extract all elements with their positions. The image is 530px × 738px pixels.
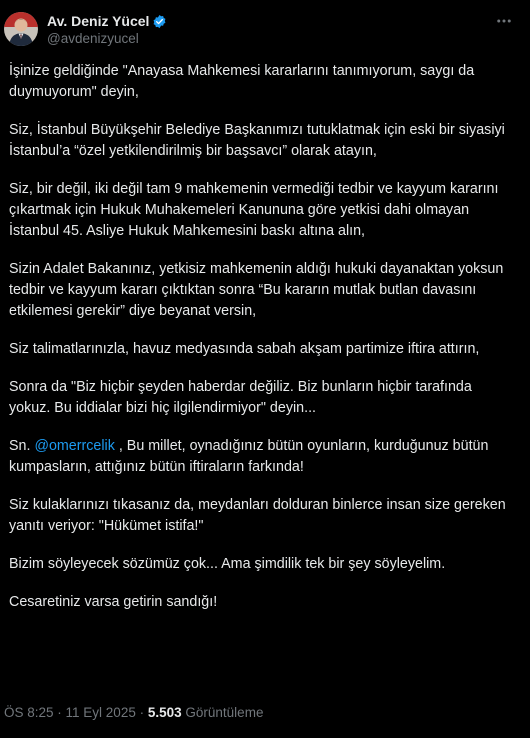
author-name-row bbox=[47, 12, 167, 30]
mention-link[interactable]: @omerrcelik bbox=[34, 438, 115, 454]
tweet-paragraph bbox=[9, 495, 511, 537]
tweet-text bbox=[9, 61, 511, 613]
views-count: 5.503 bbox=[147, 705, 182, 720]
avatar[interactable] bbox=[4, 12, 38, 46]
tweet-paragraph bbox=[9, 339, 511, 360]
paragraph-text: Cesaretiniz varsa getirin sandığı! bbox=[9, 594, 218, 610]
tweet-paragraph bbox=[9, 436, 511, 478]
tweet-paragraph bbox=[9, 554, 511, 575]
author-identity bbox=[47, 12, 167, 46]
views-label: Görüntüleme bbox=[185, 705, 264, 720]
tweet-header bbox=[4, 11, 516, 55]
verified-badge-icon bbox=[152, 14, 167, 29]
meta-separator: · bbox=[53, 705, 66, 720]
tweet-time[interactable]: ÖS 8:25 bbox=[4, 705, 54, 720]
tweet-date[interactable]: 11 Eyl 2025 bbox=[65, 705, 136, 720]
author-handle[interactable]: @avdenizyucel bbox=[47, 31, 139, 46]
more-options-icon[interactable] bbox=[492, 9, 516, 33]
tweet-paragraph bbox=[9, 592, 511, 613]
paragraph-text: Siz kulaklarınızı tıkasanız da, meydanları dolduran binlerce insan size gereken yanıtı veriyor: "Hükümet istifa!" bbox=[9, 497, 506, 534]
tweet-paragraph bbox=[9, 61, 511, 103]
paragraph-text: Sn. bbox=[9, 438, 35, 454]
meta-separator: · bbox=[135, 705, 148, 720]
paragraph-text: Siz, İstanbul Büyükşehir Belediye Başkanımızı tutuklatmak için eski bir siyasiyi İstanbul’a “özel yetkilendirilmiş bir başsavcı” olarak atayın, bbox=[9, 122, 505, 159]
paragraph-text: Sizin Adalet Bakanınız, yetkisiz mahkemenin aldığı hukuki dayanaktan yoksun tedbir ve kayyum kararı çıktıktan sonra “Bu kararın mutlak butlan davasını etkilemesi gerekir” diye beyanat versin, bbox=[9, 261, 504, 319]
paragraph-text: Siz talimatlarınızla, havuz medyasında sabah akşam partimize iftira attırın, bbox=[9, 341, 480, 357]
author-display-name[interactable]: Av. Deniz Yücel bbox=[47, 13, 150, 29]
tweet-paragraph bbox=[9, 179, 511, 242]
tweet-paragraph bbox=[9, 259, 511, 322]
paragraph-text: , Bu millet, oynadığınız bütün oyunların, kurduğunuz bütün kumpasların, attığınız bütün iftiraların farkında! bbox=[9, 438, 489, 475]
paragraph-text: Sonra da "Biz hiçbir şeyden haberdar değiliz. Biz bunların hiçbir tarafında yokuz. Bu iddialar bizi hiç ilgilendirmiyor" deyin... bbox=[9, 379, 472, 416]
tweet-paragraph bbox=[9, 120, 511, 162]
tweet-paragraph bbox=[9, 377, 511, 419]
paragraph-text: Bizim söyleyecek sözümüz çok... Ama şimdilik tek bir şey söyleyelim. bbox=[9, 556, 446, 572]
paragraph-text: Siz, bir değil, iki değil tam 9 mahkemenin vermediği tedbir ve kayyum kararını çıkartmak için Hukuk Muhakemeleri Kanununa göre yetkisi dahi olmayan İstanbul 45. Asliye Hukuk Mahkemesini baskı altına alın, bbox=[9, 181, 499, 239]
tweet-meta bbox=[4, 705, 263, 720]
paragraph-text: İşinize geldiğinde "Anayasa Mahkemesi kararlarını tanımıyorum, saygı da duymuyorum" deyin, bbox=[9, 63, 475, 100]
